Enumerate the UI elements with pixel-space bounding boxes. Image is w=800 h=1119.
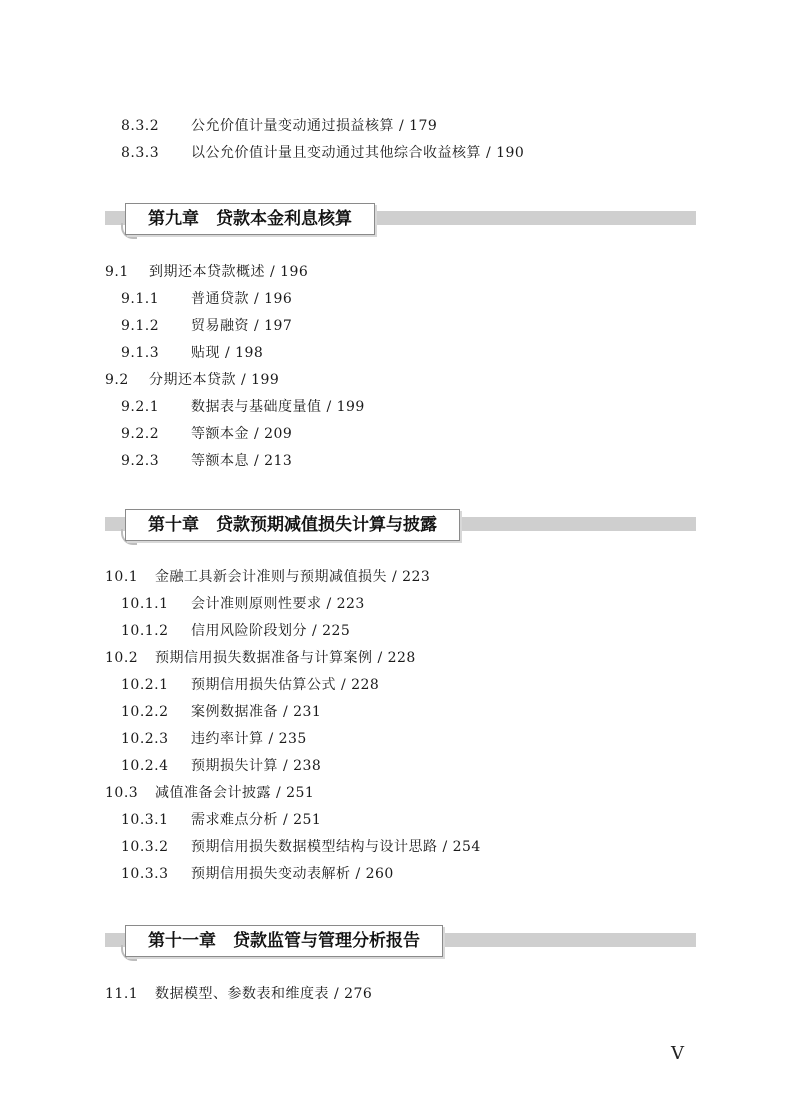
toc-entry-number: 9.2 xyxy=(105,372,129,388)
toc-entry-9-2 xyxy=(105,371,279,389)
toc-entry-title: 以公允价值计量且变动通过其他综合收益核算 / 190 xyxy=(191,145,525,161)
toc-entry-number: 10.2.1 xyxy=(121,677,169,693)
toc-entry-title: 减值准备会计披露 / 251 xyxy=(155,785,315,801)
toc-entry-number: 10.3.1 xyxy=(121,812,169,828)
toc-entry-title: 贴现 / 198 xyxy=(191,345,264,361)
page-number: V xyxy=(671,1043,684,1064)
toc-entry-10-3-1 xyxy=(121,811,321,829)
toc-entry-10-3-3 xyxy=(121,865,394,883)
toc-entry-title: 预期信用损失估算公式 / 228 xyxy=(191,677,380,693)
toc-entry-title: 需求难点分析 / 251 xyxy=(191,812,322,828)
toc-entry-8-3-3 xyxy=(121,144,524,162)
toc-entry-number: 8.3.2 xyxy=(121,118,160,134)
toc-entry-number: 10.2.3 xyxy=(121,731,169,747)
chapter-title: 第十章 贷款预期减值损失计算与披露 xyxy=(125,509,460,541)
toc-entry-10-2-3 xyxy=(121,730,307,748)
toc-entry-title: 等额本息 / 213 xyxy=(191,453,293,469)
toc-entry-10-3-2 xyxy=(121,838,481,856)
chapter-11-heading xyxy=(105,925,696,957)
toc-entry-title: 金融工具新会计准则与预期减值损失 / 223 xyxy=(155,569,431,585)
toc-entry-10-2-2 xyxy=(121,703,321,721)
toc-entry-9-2-1 xyxy=(121,398,365,416)
toc-entry-10-2 xyxy=(105,649,416,667)
toc-entry-10-2-1 xyxy=(121,676,379,694)
toc-entry-number: 10.3.3 xyxy=(121,866,169,882)
toc-entry-title: 普通贷款 / 196 xyxy=(191,291,293,307)
toc-entry-title: 到期还本贷款概述 / 196 xyxy=(149,264,309,280)
toc-entry-number: 9.1.1 xyxy=(121,291,160,307)
toc-entry-number: 9.2.3 xyxy=(121,453,160,469)
toc-entry-title: 违约率计算 / 235 xyxy=(191,731,307,747)
toc-entry-10-1-1 xyxy=(121,595,365,613)
toc-entry-number: 9.1.3 xyxy=(121,345,160,361)
toc-entry-title: 等额本金 / 209 xyxy=(191,426,293,442)
toc-entry-title: 贸易融资 / 197 xyxy=(191,318,293,334)
toc-entry-10-2-4 xyxy=(121,757,321,775)
toc-entry-10-3 xyxy=(105,784,314,802)
chapter-9-heading xyxy=(105,203,696,235)
toc-entry-9-1 xyxy=(105,263,308,281)
toc-entry-number: 10.2.4 xyxy=(121,758,169,774)
toc-entry-9-1-1 xyxy=(121,290,292,308)
toc-entry-10-1-2 xyxy=(121,622,350,640)
toc-entry-10-1 xyxy=(105,568,430,586)
chapter-title: 第十一章 贷款监管与管理分析报告 xyxy=(125,925,443,957)
toc-entry-11-1 xyxy=(105,985,372,1003)
toc-entry-title: 数据表与基础度量值 / 199 xyxy=(191,399,365,415)
toc-entry-number: 9.2.2 xyxy=(121,426,160,442)
toc-entry-9-2-3 xyxy=(121,452,292,470)
toc-entry-number: 9.1 xyxy=(105,264,129,280)
toc-entry-number: 10.1 xyxy=(105,569,139,585)
toc-entry-title: 公允价值计量变动通过损益核算 / 179 xyxy=(191,118,438,134)
toc-entry-9-2-2 xyxy=(121,425,292,443)
toc-entry-number: 10.3 xyxy=(105,785,139,801)
toc-entry-title: 会计准则原则性要求 / 223 xyxy=(191,596,365,612)
toc-entry-9-1-3 xyxy=(121,344,263,362)
chapter-title: 第九章 贷款本金利息核算 xyxy=(125,203,375,235)
toc-entry-number: 11.1 xyxy=(105,986,139,1002)
chapter-10-heading xyxy=(105,509,696,541)
toc-entry-title: 信用风险阶段划分 / 225 xyxy=(191,623,351,639)
toc-entry-title: 预期信用损失数据准备与计算案例 / 228 xyxy=(155,650,416,666)
toc-entry-number: 10.1.1 xyxy=(121,596,169,612)
toc-entry-title: 预期信用损失数据模型结构与设计思路 / 254 xyxy=(191,839,481,855)
toc-entry-title: 预期信用损失变动表解析 / 260 xyxy=(191,866,394,882)
toc-entry-number: 9.1.2 xyxy=(121,318,160,334)
toc-entry-number: 10.2.2 xyxy=(121,704,169,720)
toc-entry-8-3-2 xyxy=(121,117,437,135)
toc-entry-title: 预期损失计算 / 238 xyxy=(191,758,322,774)
toc-entry-number: 8.3.3 xyxy=(121,145,160,161)
toc-entry-number: 10.1.2 xyxy=(121,623,169,639)
toc-entry-number: 9.2.1 xyxy=(121,399,160,415)
toc-entry-number: 10.2 xyxy=(105,650,139,666)
toc-entry-number: 10.3.2 xyxy=(121,839,169,855)
toc-entry-title: 分期还本贷款 / 199 xyxy=(149,372,280,388)
toc-entry-title: 数据模型、参数表和维度表 / 276 xyxy=(155,986,373,1002)
toc-entry-9-1-2 xyxy=(121,317,292,335)
toc-entry-title: 案例数据准备 / 231 xyxy=(191,704,322,720)
